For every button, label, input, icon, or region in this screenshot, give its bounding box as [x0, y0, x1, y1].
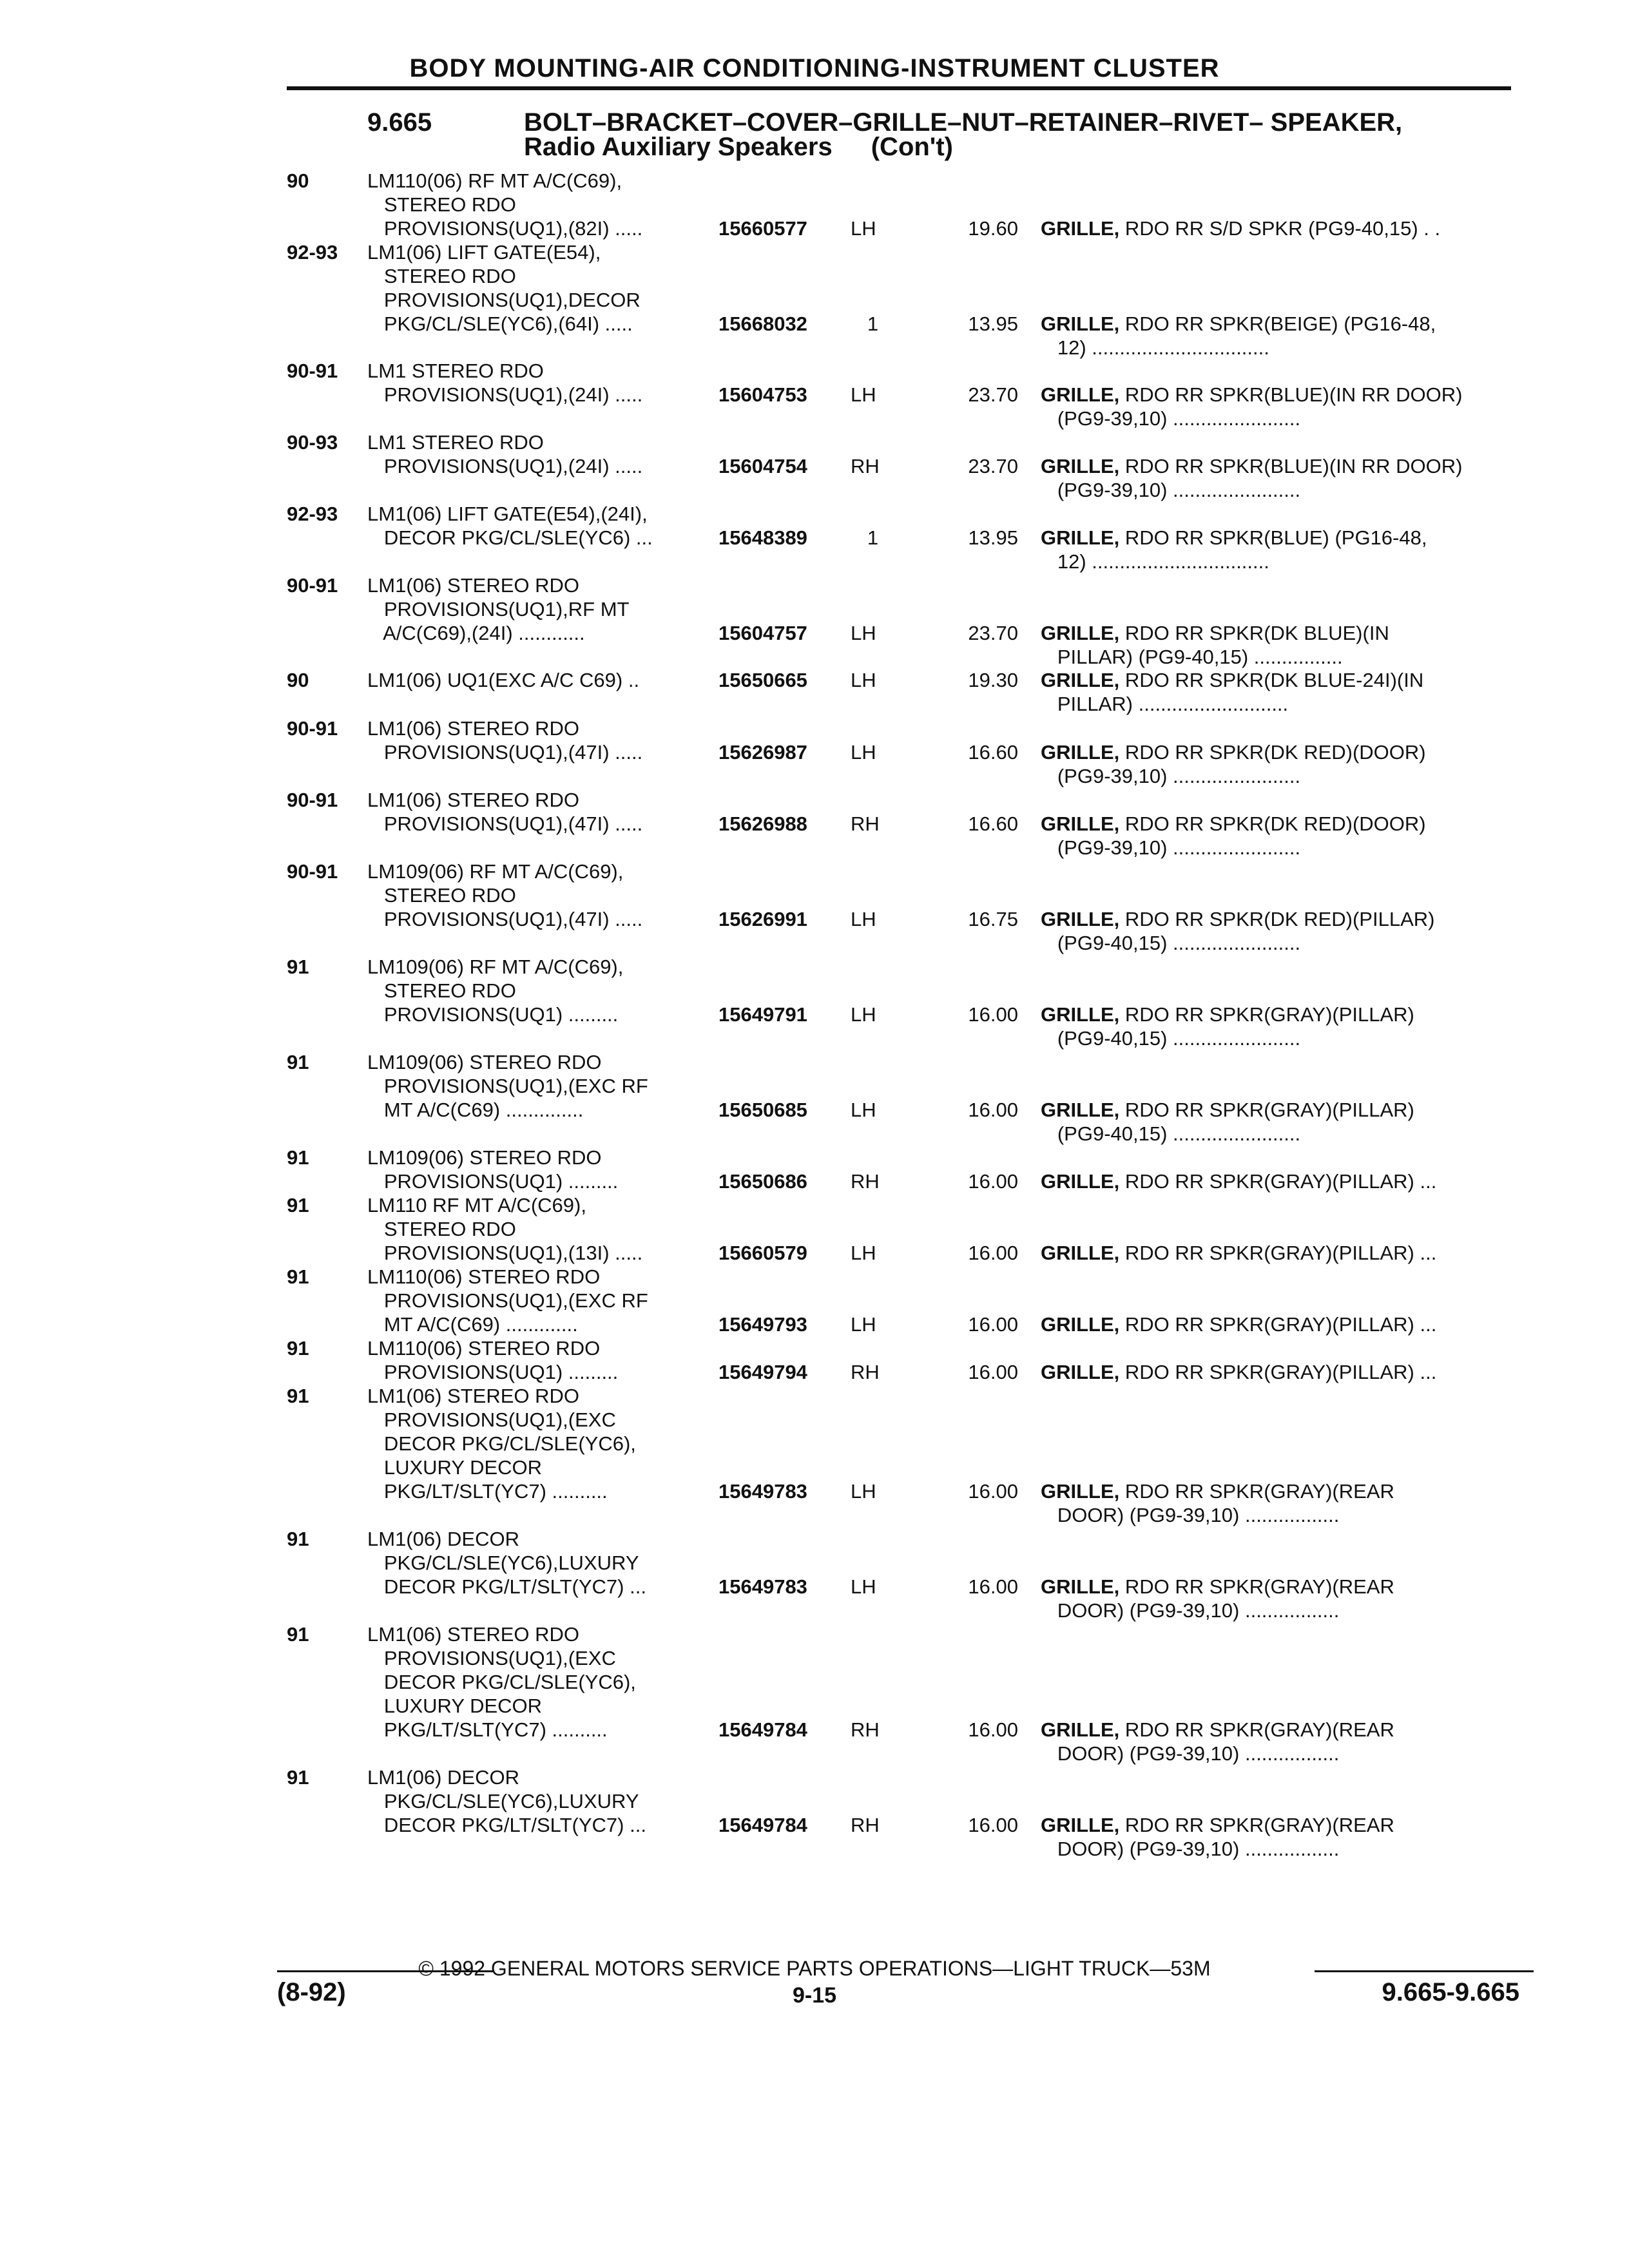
part-number: 15650665 — [718, 669, 807, 691]
usage-description: LM1(06) STEREO RDO — [367, 1623, 580, 1646]
price: 16.00 — [968, 1003, 1018, 1026]
model-year: 91 — [287, 1265, 309, 1288]
usage-description: PROVISIONS(UQ1) ......... — [367, 1003, 619, 1026]
price: 13.95 — [968, 312, 1018, 335]
part-name-detail: RDO RR SPKR(BLUE)(IN RR DOOR) — [1119, 455, 1463, 477]
part-name — [1041, 1241, 1436, 1265]
price: 16.00 — [968, 1242, 1018, 1264]
part-name-keyword: GRILLE, — [1041, 1718, 1120, 1741]
part-name-detail: DOOR) (PG9-39,10) ................. — [1041, 1504, 1340, 1526]
part-name-detail: RDO RR SPKR(GRAY)(REAR — [1119, 1814, 1394, 1836]
page-header-title: BODY MOUNTING-AIR CONDITIONING-INSTRUMENT CLUSTER — [409, 54, 1220, 82]
usage-description: LM1(06) LIFT GATE(E54), — [367, 241, 601, 264]
part-name-keyword: GRILLE, — [1041, 217, 1120, 240]
usage-description: STEREO RDO — [367, 884, 516, 907]
part-name-detail: RDO RR SPKR(GRAY)(PILLAR) — [1119, 1003, 1414, 1026]
usage-description: DECOR PKG/CL/SLE(YC6) ... — [367, 526, 653, 549]
parts-list-entry — [0, 1193, 1629, 1264]
parts-list-entry — [0, 1384, 1629, 1526]
usage-description: DECOR PKG/LT/SLT(YC7) ... — [367, 1814, 646, 1836]
part-name — [1041, 216, 1440, 240]
usage-description: LM110 RF MT A/C(C69), — [367, 1194, 586, 1216]
parts-list-entry — [0, 1050, 1629, 1145]
price: 23.70 — [968, 383, 1018, 406]
parts-list-entry — [0, 359, 1629, 430]
usage-description: STEREO RDO — [367, 265, 516, 287]
part-name — [1041, 1599, 1339, 1622]
part-name-keyword: GRILLE, — [1041, 383, 1120, 406]
part-name-detail: RDO RR SPKR(GRAY)(PILLAR) ... — [1119, 1361, 1437, 1383]
usage-description: PKG/LT/SLT(YC7) .......... — [367, 1480, 608, 1503]
part-name — [1041, 383, 1462, 407]
usage-description: PROVISIONS(UQ1) ......... — [367, 1361, 619, 1383]
part-name — [1041, 1479, 1394, 1503]
part-name — [1041, 621, 1389, 645]
part-name-detail: (PG9-40,15) ....................... — [1041, 1122, 1301, 1145]
parts-list-entry — [0, 955, 1629, 1050]
footer-section-range: 9.665-9.665 — [1382, 1978, 1519, 2006]
model-year: 91 — [287, 1766, 309, 1789]
part-name — [1041, 1813, 1394, 1837]
part-number: 15649783 — [718, 1480, 807, 1503]
usage-description: LM1(06) LIFT GATE(E54),(24I), — [367, 503, 648, 525]
usage-description: DECOR PKG/CL/SLE(YC6), — [367, 1671, 636, 1693]
part-name-detail: RDO RR SPKR(DK BLUE-24I)(IN — [1119, 669, 1424, 691]
part-name-detail: RDO RR SPKR(GRAY)(REAR — [1119, 1575, 1394, 1598]
quantity-side: LH — [851, 1480, 876, 1503]
usage-description: PROVISIONS(UQ1),(47I) ..... — [367, 908, 643, 930]
part-number: 15649793 — [718, 1313, 807, 1336]
model-year: 91 — [287, 1051, 309, 1073]
quantity-side: LH — [851, 217, 876, 240]
model-year: 92-93 — [287, 241, 338, 264]
model-year: 91 — [287, 1385, 309, 1407]
section-continued-label: (Con't) — [871, 133, 953, 161]
usage-description: STEREO RDO — [367, 193, 516, 216]
header-rule — [287, 86, 1511, 90]
part-number: 15626988 — [718, 812, 807, 835]
part-name-detail: PILLAR) (PG9-40,15) ................ — [1041, 646, 1343, 668]
part-name-detail: (PG9-40,15) ....................... — [1041, 932, 1301, 954]
usage-description: PROVISIONS(UQ1),(EXC — [367, 1408, 616, 1431]
quantity-side: LH — [851, 908, 876, 930]
usage-description: MT A/C(C69) ............. — [367, 1313, 578, 1336]
parts-list-entry — [0, 1336, 1629, 1383]
part-name — [1041, 526, 1427, 550]
parts-list-entry — [0, 668, 1629, 715]
part-name-detail: RDO RR SPKR(BEIGE) (PG16-48, — [1119, 312, 1436, 335]
parts-list-entry — [0, 788, 1629, 859]
footer-date: (8-92) — [277, 1978, 346, 2006]
model-year: 90-91 — [287, 574, 338, 597]
parts-list-entry — [0, 502, 1629, 573]
part-name — [1041, 336, 1269, 360]
model-year: 90-91 — [287, 360, 338, 382]
part-name-keyword: GRILLE, — [1041, 1480, 1120, 1503]
usage-description: PROVISIONS(UQ1),(47I) ..... — [367, 812, 643, 835]
part-name-detail: (PG9-39,10) ....................... — [1041, 836, 1301, 859]
footer-copyright: © 1992 GENERAL MOTORS SERVICE PARTS OPERATIONS—LIGHT TRUCK—53M — [418, 1957, 1211, 1980]
part-number: 15604754 — [718, 455, 807, 477]
part-name — [1041, 764, 1300, 788]
usage-description: PROVISIONS(UQ1),(24I) ..... — [367, 383, 643, 406]
part-number: 15660579 — [718, 1242, 807, 1264]
quantity-side: RH — [851, 455, 880, 477]
part-name-detail: (PG9-39,10) ....................... — [1041, 479, 1301, 501]
part-name — [1041, 668, 1423, 692]
part-name-keyword: GRILLE, — [1041, 312, 1120, 335]
part-name-detail: RDO RR SPKR(DK RED)(DOOR) — [1119, 741, 1426, 764]
quantity-side: LH — [851, 669, 876, 691]
price: 23.70 — [968, 455, 1018, 477]
part-name — [1041, 1122, 1300, 1146]
parts-list-entry — [0, 240, 1629, 359]
part-number: 15649794 — [718, 1361, 807, 1383]
part-name — [1041, 931, 1300, 955]
part-name — [1041, 907, 1434, 931]
quantity-side: RH — [851, 1361, 880, 1383]
usage-description: LM1(06) STEREO RDO — [367, 574, 580, 597]
part-name-detail: (PG9-39,10) ....................... — [1041, 765, 1301, 787]
part-name — [1041, 1837, 1339, 1861]
price: 16.00 — [968, 1575, 1018, 1598]
usage-description: LM1 STEREO RDO — [367, 431, 544, 454]
usage-description: LM109(06) STEREO RDO — [367, 1146, 602, 1169]
part-name — [1041, 1360, 1436, 1384]
price: 16.00 — [968, 1480, 1018, 1503]
part-name — [1041, 740, 1426, 764]
part-name — [1041, 1003, 1414, 1026]
part-number: 15649784 — [718, 1718, 807, 1741]
usage-description: PKG/LT/SLT(YC7) .......... — [367, 1718, 608, 1741]
parts-list-entry — [0, 573, 1629, 668]
model-year: 90-91 — [287, 717, 338, 740]
quantity-side: RH — [851, 1170, 880, 1193]
usage-description: PKG/CL/SLE(YC6),LUXURY — [367, 1552, 639, 1574]
part-name-detail: (PG9-39,10) ....................... — [1041, 407, 1301, 430]
part-name-detail: 12) ................................ — [1041, 336, 1269, 359]
quantity-side: RH — [851, 812, 880, 835]
parts-list-entry — [0, 1765, 1629, 1860]
price: 16.00 — [968, 1313, 1018, 1336]
usage-description: LUXURY DECOR — [367, 1456, 543, 1479]
price: 16.00 — [968, 1718, 1018, 1741]
usage-description: MT A/C(C69) .............. — [367, 1099, 584, 1121]
part-name-detail: DOOR) (PG9-39,10) ................. — [1041, 1599, 1340, 1622]
quantity-side: LH — [851, 1242, 876, 1264]
usage-description: PROVISIONS(UQ1),(EXC RF — [367, 1075, 648, 1097]
quantity-side: LH — [851, 1099, 876, 1121]
price: 16.00 — [968, 1170, 1018, 1193]
part-name — [1041, 1312, 1436, 1336]
part-name — [1041, 407, 1300, 430]
part-name-keyword: GRILLE, — [1041, 1003, 1120, 1026]
part-name-detail: RDO RR SPKR(GRAY)(PILLAR) ... — [1119, 1313, 1437, 1336]
section-title: BOLT–BRACKET–COVER–GRILLE–NUT–RETAINER–RIVET– SPEAKER, — [524, 108, 1403, 137]
part-name-detail: RDO RR SPKR(BLUE) (PG16-48, — [1119, 526, 1427, 549]
usage-description: LM1(06) DECOR — [367, 1766, 519, 1789]
model-year: 91 — [287, 1337, 309, 1360]
part-name — [1041, 692, 1288, 716]
part-name-keyword: GRILLE, — [1041, 1099, 1120, 1121]
quantity-side: RH — [851, 1814, 880, 1836]
usage-description: LM1(06) STEREO RDO — [367, 1385, 580, 1407]
part-name-detail: RDO RR SPKR(GRAY)(REAR — [1119, 1480, 1394, 1503]
part-number: 15626987 — [718, 741, 807, 764]
part-name-detail: RDO RR SPKR(DK RED)(PILLAR) — [1119, 908, 1435, 930]
part-name-detail: RDO RR SPKR(DK RED)(DOOR) — [1119, 812, 1426, 835]
usage-description: PKG/CL/SLE(YC6),LUXURY — [367, 1790, 639, 1812]
part-name-keyword: GRILLE, — [1041, 526, 1120, 549]
usage-description: PROVISIONS(UQ1),(47I) ..... — [367, 741, 643, 764]
part-name-keyword: GRILLE, — [1041, 812, 1120, 835]
part-number: 15648389 — [718, 526, 807, 549]
part-number: 15626991 — [718, 908, 807, 930]
part-name — [1041, 454, 1462, 478]
price: 16.00 — [968, 1361, 1018, 1383]
usage-description: PKG/CL/SLE(YC6),(64I) ..... — [367, 312, 633, 335]
part-name-keyword: GRILLE, — [1041, 741, 1120, 764]
part-name-detail: DOOR) (PG9-39,10) ................. — [1041, 1838, 1340, 1860]
part-name — [1041, 1575, 1394, 1599]
usage-description: PROVISIONS(UQ1),(82I) ..... — [367, 217, 643, 240]
part-name-keyword: GRILLE, — [1041, 1242, 1120, 1264]
quantity-side: LH — [851, 622, 876, 644]
part-name-detail: (PG9-40,15) ....................... — [1041, 1027, 1301, 1050]
part-name-detail: RDO RR S/D SPKR (PG9-40,15) . . — [1119, 217, 1441, 240]
part-name-detail: RDO RR SPKR(GRAY)(REAR — [1119, 1718, 1394, 1741]
part-number: 15660577 — [718, 217, 807, 240]
part-name-keyword: GRILLE, — [1041, 1170, 1120, 1193]
usage-description: LM110(06) RF MT A/C(C69), — [367, 169, 622, 192]
usage-description: PROVISIONS(UQ1),DECOR — [367, 289, 641, 311]
model-year: 90 — [287, 169, 309, 192]
quantity-side: LH — [851, 383, 876, 406]
usage-description: LM109(06) STEREO RDO — [367, 1051, 602, 1073]
price: 16.00 — [968, 1099, 1018, 1121]
part-name-keyword: GRILLE, — [1041, 455, 1120, 477]
part-name-detail: RDO RR SPKR(GRAY)(PILLAR) ... — [1119, 1170, 1437, 1193]
usage-description: LM1(06) UQ1(EXC A/C C69) .. — [367, 669, 640, 691]
model-year: 90-91 — [287, 860, 338, 883]
usage-description: PROVISIONS(UQ1),(EXC — [367, 1647, 616, 1669]
part-name-keyword: GRILLE, — [1041, 1814, 1120, 1836]
part-number: 15650685 — [718, 1099, 807, 1121]
parts-list-entry — [0, 1527, 1629, 1622]
part-name — [1041, 478, 1300, 502]
part-name — [1041, 312, 1436, 336]
page-number: 9-15 — [792, 1983, 837, 2008]
section-subtitle — [524, 133, 953, 162]
part-number: 15604757 — [718, 622, 807, 644]
usage-description: A/C(C69),(24I) ............ — [367, 622, 585, 644]
quantity-side: LH — [851, 1003, 876, 1026]
part-name — [1041, 1026, 1300, 1050]
part-name-keyword: GRILLE, — [1041, 1575, 1120, 1598]
model-year: 90-91 — [287, 789, 338, 811]
part-name-keyword: GRILLE, — [1041, 669, 1120, 691]
price: 19.60 — [968, 217, 1018, 240]
price: 13.95 — [968, 526, 1018, 549]
usage-description: DECOR PKG/CL/SLE(YC6), — [367, 1432, 636, 1455]
part-name — [1041, 1742, 1339, 1765]
part-number: 15649783 — [718, 1575, 807, 1598]
part-name — [1041, 1718, 1394, 1742]
part-name-detail: DOOR) (PG9-39,10) ................. — [1041, 1742, 1340, 1765]
usage-description: PROVISIONS(UQ1),(24I) ..... — [367, 455, 643, 477]
usage-description: LM1(06) STEREO RDO — [367, 717, 580, 740]
price: 23.70 — [968, 622, 1018, 644]
part-name — [1041, 1503, 1339, 1527]
usage-description: STEREO RDO — [367, 979, 516, 1002]
usage-description: LUXURY DECOR — [367, 1695, 543, 1717]
usage-description: LM109(06) RF MT A/C(C69), — [367, 860, 624, 883]
part-number: 15668032 — [718, 312, 807, 335]
usage-description: STEREO RDO — [367, 1218, 516, 1240]
quantity-side: LH — [851, 1313, 876, 1336]
usage-description: PROVISIONS(UQ1),(EXC RF — [367, 1289, 648, 1312]
part-name-detail: PILLAR) ........................... — [1041, 693, 1289, 715]
quantity-side: RH — [851, 1718, 880, 1741]
part-name-detail: RDO RR SPKR(DK BLUE)(IN — [1119, 622, 1389, 644]
part-name — [1041, 1169, 1436, 1193]
part-number: 15604753 — [718, 383, 807, 406]
part-name-keyword: GRILLE, — [1041, 908, 1120, 930]
usage-description: PROVISIONS(UQ1),(13I) ..... — [367, 1242, 643, 1264]
part-number: 15650686 — [718, 1170, 807, 1193]
part-name-detail: RDO RR SPKR(BLUE)(IN RR DOOR) — [1119, 383, 1463, 406]
model-year: 91 — [287, 1623, 309, 1646]
part-name — [1041, 645, 1343, 669]
part-number: 15649791 — [718, 1003, 807, 1026]
part-name-detail: RDO RR SPKR(GRAY)(PILLAR) — [1119, 1099, 1414, 1121]
parts-list-entry — [0, 430, 1629, 501]
quantity-side: 1 — [851, 312, 879, 335]
model-year: 91 — [287, 1146, 309, 1169]
part-name-keyword: GRILLE, — [1041, 1313, 1120, 1336]
model-year: 91 — [287, 956, 309, 978]
part-name — [1041, 550, 1269, 573]
part-name — [1041, 1098, 1414, 1122]
usage-description: LM1(06) DECOR — [367, 1528, 519, 1550]
quantity-side: LH — [851, 1575, 876, 1598]
usage-description: DECOR PKG/LT/SLT(YC7) ... — [367, 1575, 646, 1598]
price: 19.30 — [968, 669, 1018, 691]
quantity-side: 1 — [851, 526, 879, 549]
usage-description: LM1(06) STEREO RDO — [367, 789, 580, 811]
part-name-keyword: GRILLE, — [1041, 622, 1120, 644]
price: 16.60 — [968, 741, 1018, 764]
price: 16.75 — [968, 908, 1018, 930]
price: 16.60 — [968, 812, 1018, 835]
model-year: 90 — [287, 669, 309, 691]
model-year: 90-93 — [287, 431, 338, 454]
parts-list-entry — [0, 716, 1629, 787]
model-year: 92-93 — [287, 503, 338, 525]
part-number: 15649784 — [718, 1814, 807, 1836]
part-name-keyword: GRILLE, — [1041, 1361, 1120, 1383]
usage-description: LM109(06) RF MT A/C(C69), — [367, 956, 624, 978]
part-name-detail: RDO RR SPKR(GRAY)(PILLAR) ... — [1119, 1242, 1437, 1264]
model-year: 91 — [287, 1528, 309, 1550]
usage-description: LM110(06) STEREO RDO — [367, 1265, 601, 1288]
usage-description: LM110(06) STEREO RDO — [367, 1337, 601, 1360]
part-name-detail: 12) ................................ — [1041, 550, 1269, 573]
quantity-side: LH — [851, 741, 876, 764]
part-name — [1041, 836, 1300, 860]
usage-description: PROVISIONS(UQ1) ......... — [367, 1170, 619, 1193]
section-subtitle-text: Radio Auxiliary Speakers — [524, 133, 833, 161]
part-name — [1041, 812, 1426, 836]
model-year: 91 — [287, 1194, 309, 1216]
price: 16.00 — [968, 1814, 1018, 1836]
parts-list-entry — [0, 1622, 1629, 1765]
usage-description: LM1 STEREO RDO — [367, 360, 544, 382]
section-number: 9.665 — [367, 108, 432, 137]
usage-description: PROVISIONS(UQ1),RF MT — [367, 598, 630, 620]
